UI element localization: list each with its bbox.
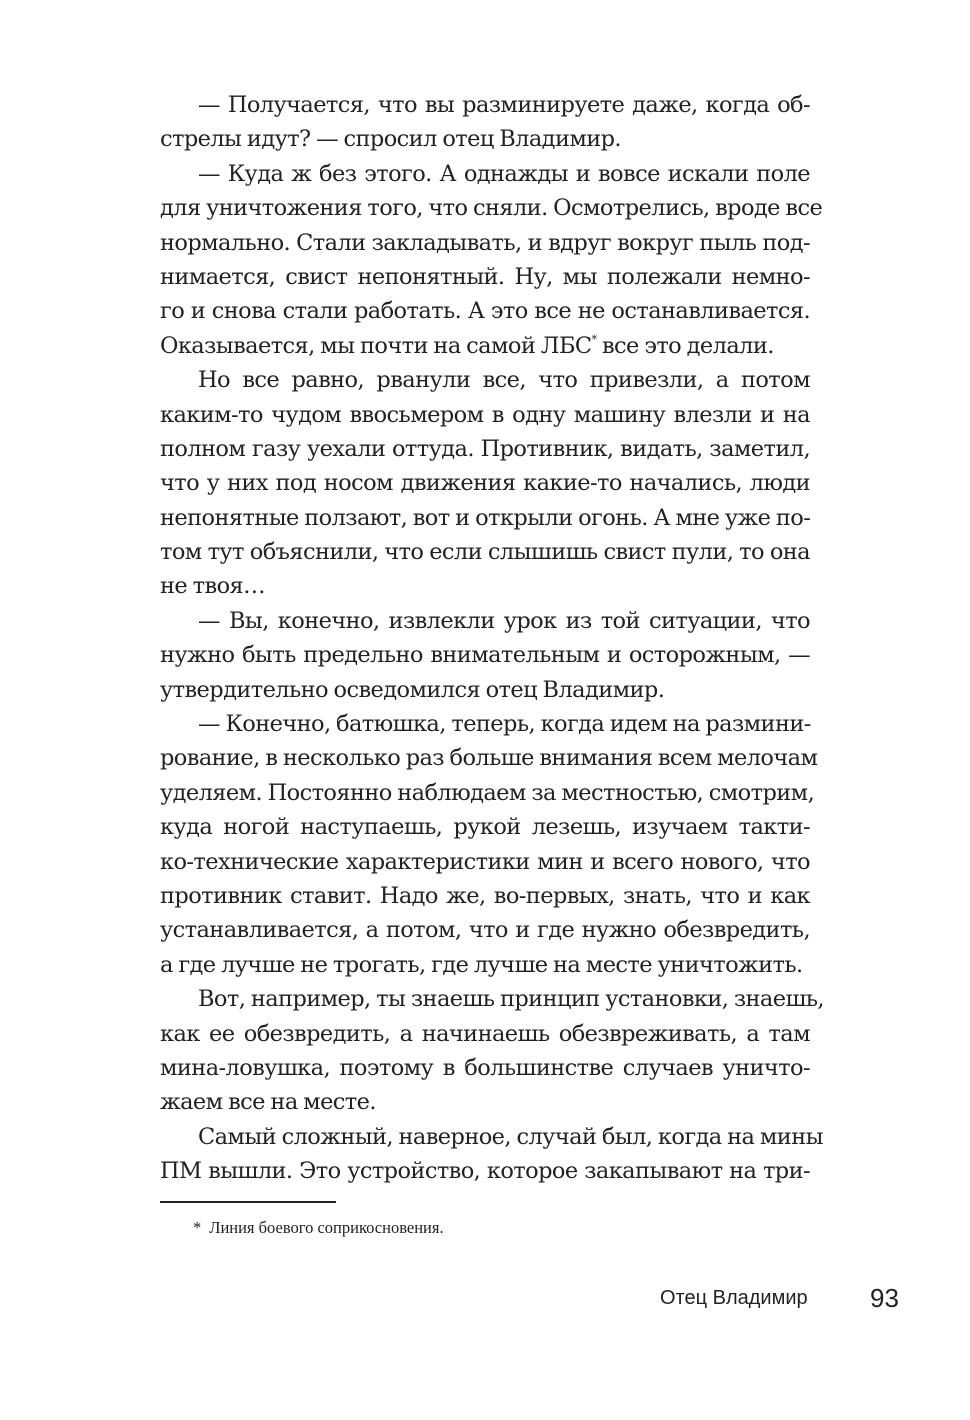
text-line: ПМ вышли. Это устройство, которое закапывают на три-	[160, 1158, 810, 1185]
footnote-text: Линия боевого соприкосновения.	[209, 1218, 444, 1237]
text-line: не твоя…	[160, 573, 266, 600]
text-line: — Конечно, батюшка, теперь, когда идем на размини-	[198, 711, 811, 738]
text-line: ко-технические характеристики мин и всего нового, что	[160, 848, 810, 875]
text-line: Вот, например, ты знаешь принцип установки, знаешь,	[198, 986, 824, 1013]
text-line: куда ногой наступаешь, рукой лезешь, изучаем такти-	[160, 814, 810, 841]
text-line: мина-ловушка, поэтому в большинстве случаев уничто-	[160, 1054, 810, 1081]
text-line: Но все равно, рванули все, что привезли, а потом	[198, 367, 810, 394]
text-line: а где лучше не трогать, где лучше на месте уничтожить.	[160, 951, 803, 978]
footnote	[193, 1218, 444, 1238]
text-line: — Получается, что вы разминируете даже, когда об-	[198, 92, 810, 118]
text-line: го и снова стали работать. А это все не останавливается.	[160, 298, 810, 325]
footnote-reference[interactable]: *	[591, 332, 597, 346]
text-line: Самый сложный, наверное, случай был, когда на мины	[198, 1123, 823, 1150]
text-line: как ее обезвредить, а начинаешь обезвреживать, а там	[160, 1020, 810, 1047]
text-line: стрелы идут? — спросил отец Владимир.	[160, 126, 621, 153]
text-line: каким-то чудом ввосьмером в одну машину влезли и на	[160, 401, 810, 428]
text-line: — Куда ж без этого. А однажды и вовсе искали поле	[198, 160, 810, 187]
text-line: противник ставит. Надо же, во-первых, знать, что и как	[160, 882, 810, 909]
text-line-with-footnote	[160, 329, 810, 363]
text-line: — Вы, конечно, извлекли урок из той ситуации, что	[198, 607, 810, 634]
text-line: полном газу уехали оттуда. Противник, видать, заметил,	[160, 435, 810, 462]
text-line: для уничтожения того, что сняли. Осмотрелись, вроде все	[160, 195, 823, 222]
text-line: что у них под носом движения какие-то начались, люди	[160, 470, 810, 497]
text-segment: Оказывается, мы почти на самой ЛБС	[160, 332, 592, 359]
text-line: непонятные ползают, вот и открыли огонь. А мне уже по-	[160, 504, 811, 531]
footnote-mark: *	[193, 1218, 202, 1237]
running-footer-title: Отец Владимир	[660, 1287, 808, 1309]
text-line: устанавливается, а потом, что и где нужно обезвредить,	[160, 917, 810, 944]
text-line: жаем все на месте.	[160, 1089, 376, 1116]
text-segment: все это делали.	[596, 332, 774, 359]
footnote-divider	[160, 1201, 336, 1203]
text-line: утвердительно осведомился отец Владимир.	[160, 676, 665, 703]
text-line: рование, в несколько раз больше внимания всем мелочам	[160, 745, 818, 772]
body-text	[160, 88, 824, 1189]
text-line: уделяем. Постоянно наблюдаем за местностью, смотрим,	[160, 779, 815, 806]
text-line: нормально. Стали закладывать, и вдруг вокруг пыль под-	[160, 229, 810, 256]
text-line: нимается, свист непонятный. Ну, мы полежали немно-	[160, 263, 810, 290]
page-number: 93	[870, 1283, 899, 1313]
text-line: том тут объяснили, что если слышишь свист пули, то она	[160, 539, 810, 566]
text-line: нужно быть предельно внимательным и осторожным, —	[160, 642, 810, 669]
